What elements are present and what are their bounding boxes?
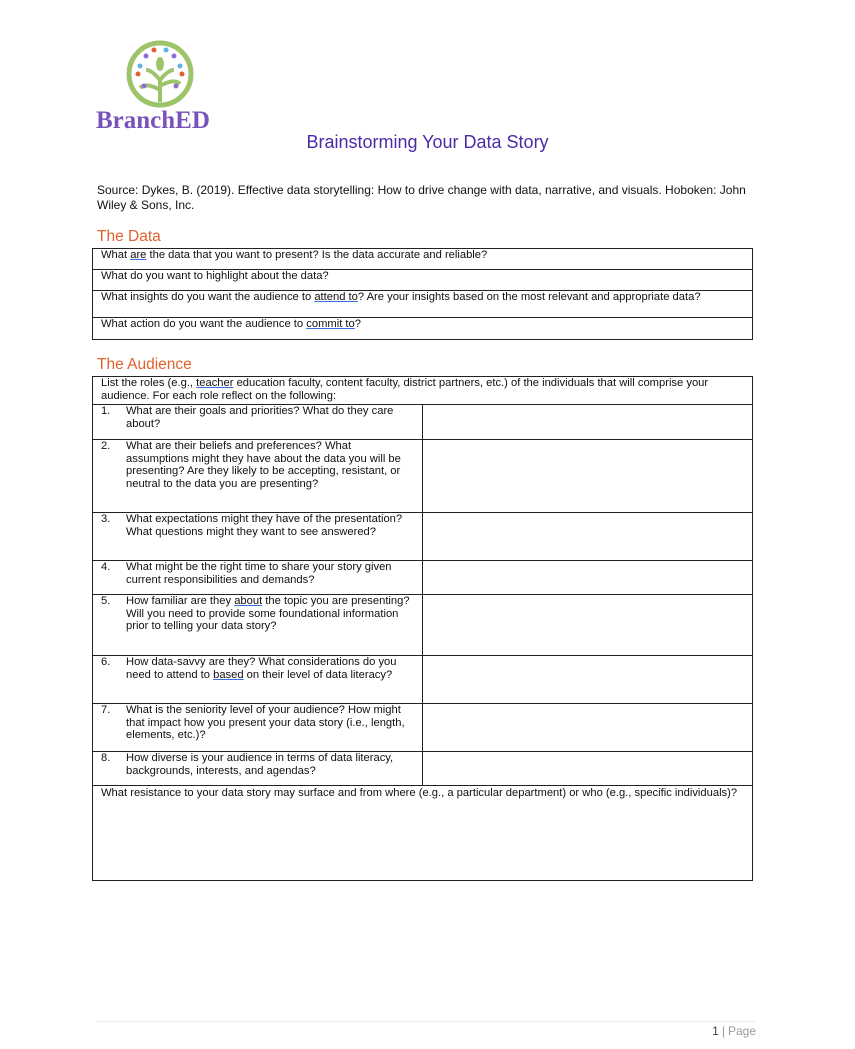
answer-cell[interactable]: [423, 513, 753, 561]
resistance-question: What resistance to your data story may surface and from where (e.g., a particular department) or who (e.g., specific individuals)?: [93, 786, 753, 881]
table-row: List the roles (e.g., teacher education faculty, content faculty, district partners, etc.) of the individuals that will comprise your audience. For each role reflect on the following:: [93, 377, 753, 405]
table-row: 4. What might be the right time to share your story given current responsibilities and demands?: [93, 561, 753, 595]
table-row: What are the data that you want to present? Is the data accurate and reliable?: [93, 249, 753, 270]
answer-cell[interactable]: [423, 704, 753, 752]
table-row: What insights do you want the audience to attend to? Are your insights based on the most relevant and appropriate data?: [93, 291, 753, 318]
answer-cell[interactable]: [423, 561, 753, 595]
audience-questions-table: [92, 376, 753, 881]
table-row: 3. What expectations might they have of the presentation? What questions might they want to see answered?: [93, 513, 753, 561]
table-row: 2. What are their beliefs and preferences? What assumptions might they have about the data you will be presenting? Are they likely to be accepting, resistant, or neutral to the data you are presenting?: [93, 440, 753, 513]
svg-text:BranchED: BranchED: [96, 107, 210, 132]
audience-section-heading: The Audience: [97, 356, 192, 373]
brand-logo: [96, 40, 231, 132]
data-section-heading: The Data: [97, 228, 161, 245]
answer-cell[interactable]: [423, 405, 753, 440]
answer-cell[interactable]: [423, 440, 753, 513]
data-questions-table: [92, 248, 753, 340]
tree-logo-icon: [96, 40, 231, 132]
table-row: What do you want to highlight about the data?: [93, 270, 753, 291]
page-title: Brainstorming Your Data Story: [306, 132, 549, 152]
table-row: 1. What are their goals and priorities? What do they care about?: [93, 405, 753, 440]
table-row: 6. How data-savvy are they? What considerations do you need to attend to based on their level of data literacy?: [93, 656, 753, 704]
table-row: 5. How familiar are they about the topic you are presenting? Will you need to provide some foundational information prior to telling your data story?: [93, 595, 753, 656]
page-number: 1 | Page: [712, 1024, 756, 1038]
table-row: 7. What is the seniority level of your audience? How might that impact how you present your data story (i.e., length, elements, etc.)?: [93, 704, 753, 752]
answer-cell[interactable]: [423, 656, 753, 704]
table-row: [93, 786, 753, 881]
answer-cell[interactable]: [423, 595, 753, 656]
table-row: 8. How diverse is your audience in terms of data literacy, backgrounds, interests, and agendas?: [93, 752, 753, 786]
table-row: What action do you want the audience to commit to?: [93, 318, 753, 340]
answer-cell[interactable]: [423, 752, 753, 786]
footer-divider: [96, 1021, 756, 1022]
source-citation: Source: Dykes, B. (2019). Effective data storytelling: How to drive change with data, narrative, and visuals. Hoboken: John Wiley & Sons, Inc.: [97, 183, 746, 212]
